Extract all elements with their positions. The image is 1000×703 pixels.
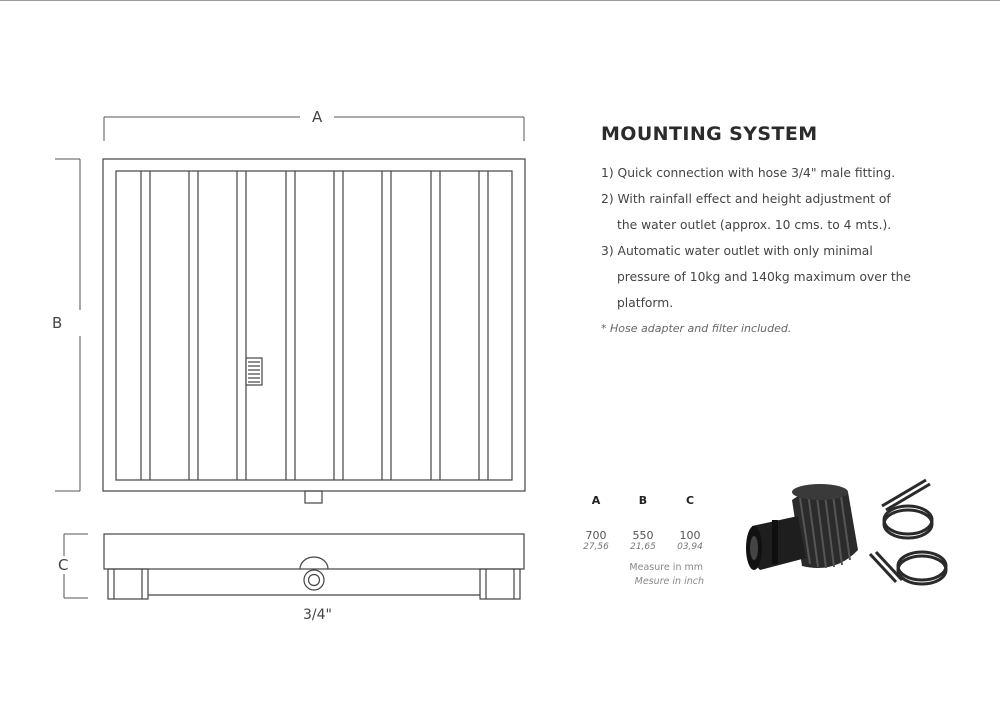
spec-header: A <box>591 494 601 507</box>
dimension-c-label: C <box>58 556 69 574</box>
feature-item <box>601 186 961 238</box>
hose-clamp-icon <box>870 552 946 584</box>
platform-top-view <box>103 159 525 503</box>
measure-inch-note: Mesure in inch <box>634 576 704 587</box>
feature-line: 3) Automatic water outlet with only minimal <box>601 244 873 258</box>
section-title: MOUNTING SYSTEM <box>601 123 818 145</box>
spec-header: B <box>638 494 648 507</box>
spec-inch-value: 21,65 <box>630 542 656 552</box>
included-note: * Hose adapter and filter included. <box>601 322 792 335</box>
product-photo <box>740 462 970 607</box>
spec-column-b <box>623 494 663 552</box>
feature-line-continued: the water outlet (approx. 10 cms. to 4 mts.). <box>617 218 892 232</box>
spec-mm-value: 100 <box>679 529 701 542</box>
feature-line-continued: pressure of 10kg and 140kg maximum over the <box>617 270 911 284</box>
feature-item <box>601 160 961 186</box>
hose-clamp-icon <box>882 480 932 538</box>
measure-mm-note: Measure in mm <box>629 562 703 573</box>
dimension-a-label: A <box>312 108 323 126</box>
feature-line-continued: platform. <box>617 296 674 310</box>
feature-item <box>601 238 961 316</box>
feature-line: 2) With rainfall effect and height adjustment of <box>601 192 891 206</box>
hose-connector-icon <box>746 484 858 570</box>
spec-header: C <box>685 494 695 507</box>
spec-inch-value: 03,94 <box>677 542 703 552</box>
spec-column-c <box>670 494 710 552</box>
dimension-b-label: B <box>52 314 63 332</box>
spec-inch-value: 27,56 <box>583 542 609 552</box>
spec-mm-value: 550 <box>632 529 654 542</box>
platform-side-view <box>104 534 524 599</box>
spec-mm-value: 700 <box>585 529 607 542</box>
feature-list <box>601 160 961 316</box>
spec-column-a <box>576 494 616 552</box>
fitting-size-label: 3/4" <box>303 607 332 623</box>
feature-line: 1) Quick connection with hose 3/4" male fitting. <box>601 166 896 180</box>
